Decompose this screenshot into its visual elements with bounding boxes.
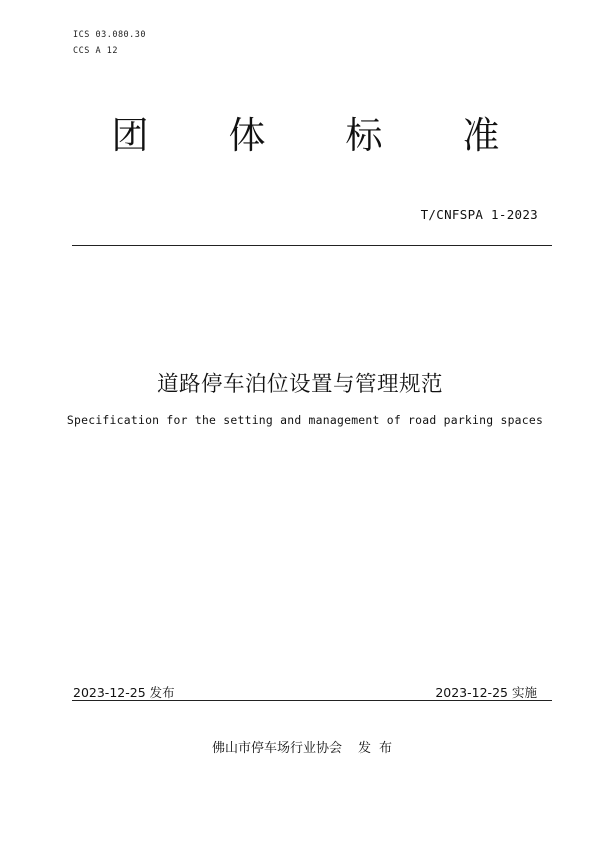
issue-label: 发布 [149, 685, 175, 700]
publisher-line [0, 737, 600, 756]
standard-type-char: 标 [345, 114, 383, 157]
english-title: Specification for the setting and management of road parking spaces [66, 413, 544, 427]
standard-type-char: 体 [228, 114, 266, 157]
publisher-name: 佛山市停车场行业协会 [211, 741, 342, 756]
standard-number: T/CNFSPA 1-2023 [420, 207, 538, 222]
standard-type-char: 准 [462, 114, 500, 157]
implement-date-line [435, 683, 537, 701]
bottom-divider [72, 700, 552, 701]
implement-date: 2023-12-25 [435, 685, 508, 700]
issue-date: 2023-12-25 [73, 685, 146, 700]
issue-date-line [73, 683, 175, 701]
chinese-title: 道路停车泊位设置与管理规范 [156, 372, 443, 397]
implement-label: 实施 [511, 685, 537, 700]
standard-type-char: 团 [111, 114, 149, 157]
top-divider [72, 245, 552, 246]
ics-code: ICS 03.080.30 [73, 30, 147, 40]
publish-action: 发布 [358, 741, 401, 756]
standard-type-title [108, 105, 503, 159]
ccs-code: CCS A 12 [73, 46, 118, 56]
